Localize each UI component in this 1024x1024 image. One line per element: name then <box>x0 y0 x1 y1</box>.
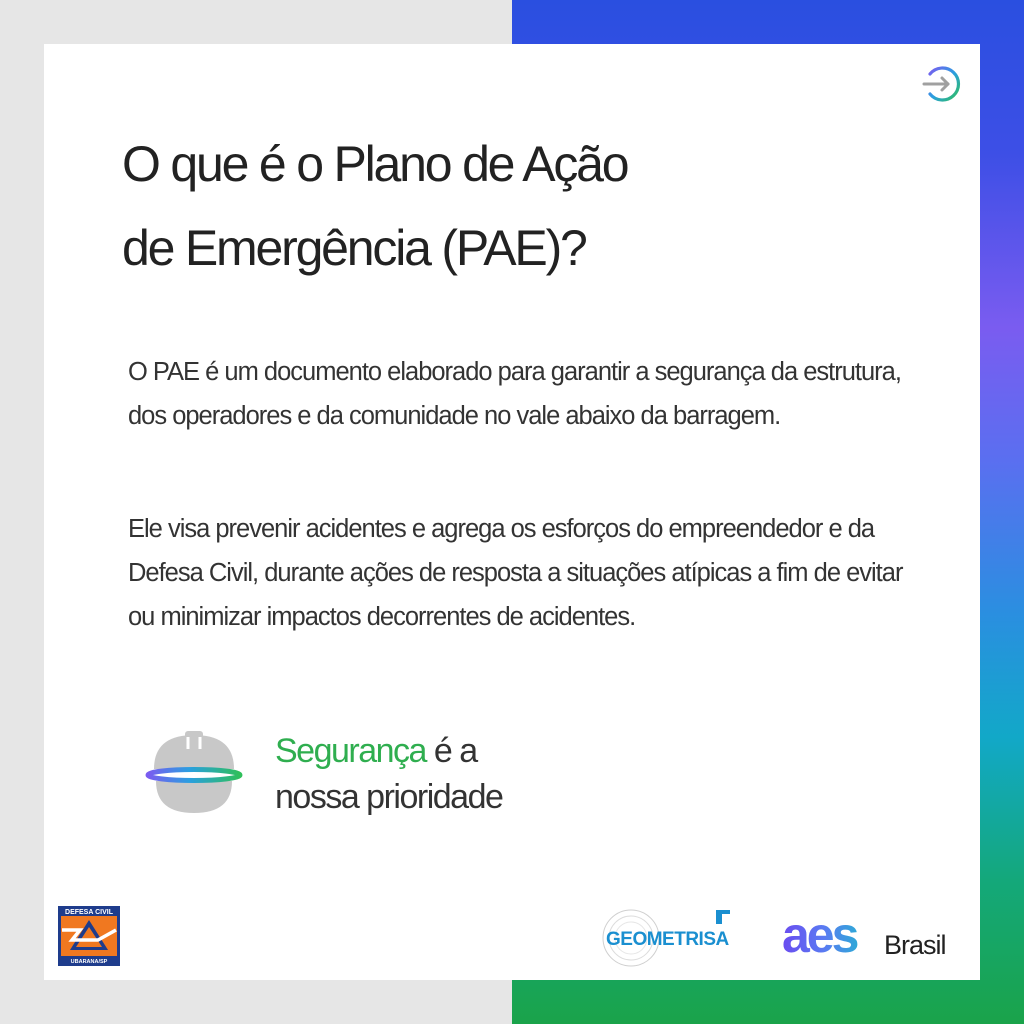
title-line-1: O que é o Plano de Ação <box>122 136 628 192</box>
tagline-accent: Segurança <box>275 732 426 770</box>
brasil-wordmark: Brasil <box>884 930 946 960</box>
paragraph-pae-purpose: Ele visa prevenir acidentes e agrega os esforços do empreendedor e da Defesa Civil, durante ações de resposta a situações atípicas a fim de evitar ou minimizar impactos decorrentes de acidentes. <box>128 515 903 631</box>
tagline-rest-1: é a <box>425 732 477 770</box>
geometrisa-logo <box>600 906 760 970</box>
page-title <box>122 122 882 290</box>
title-line-2: de Emergência (PAE)? <box>122 220 586 276</box>
defesa-civil-top-text: DEFESA CIVIL <box>65 909 113 916</box>
tagline-rest-2: nossa prioridade <box>275 778 503 816</box>
defesa-civil-bottom-text: UBARANA/SP <box>70 959 108 965</box>
geometrisa-wordmark: GEOMETRISA <box>606 929 729 950</box>
aes-wordmark: aes <box>782 910 857 963</box>
defesa-civil-logo <box>58 906 120 966</box>
safety-helmet-icon <box>144 729 244 819</box>
aes-brasil-logo <box>780 910 970 966</box>
paragraph-pae-definition: O PAE é um documento elaborado para garantir a segurança da estrutura, dos operadores e da comunidade no vale abaixo da barragem. <box>128 358 901 430</box>
arrow-right-circle-icon[interactable] <box>920 62 964 106</box>
content-card <box>44 44 980 980</box>
tagline <box>275 728 502 820</box>
